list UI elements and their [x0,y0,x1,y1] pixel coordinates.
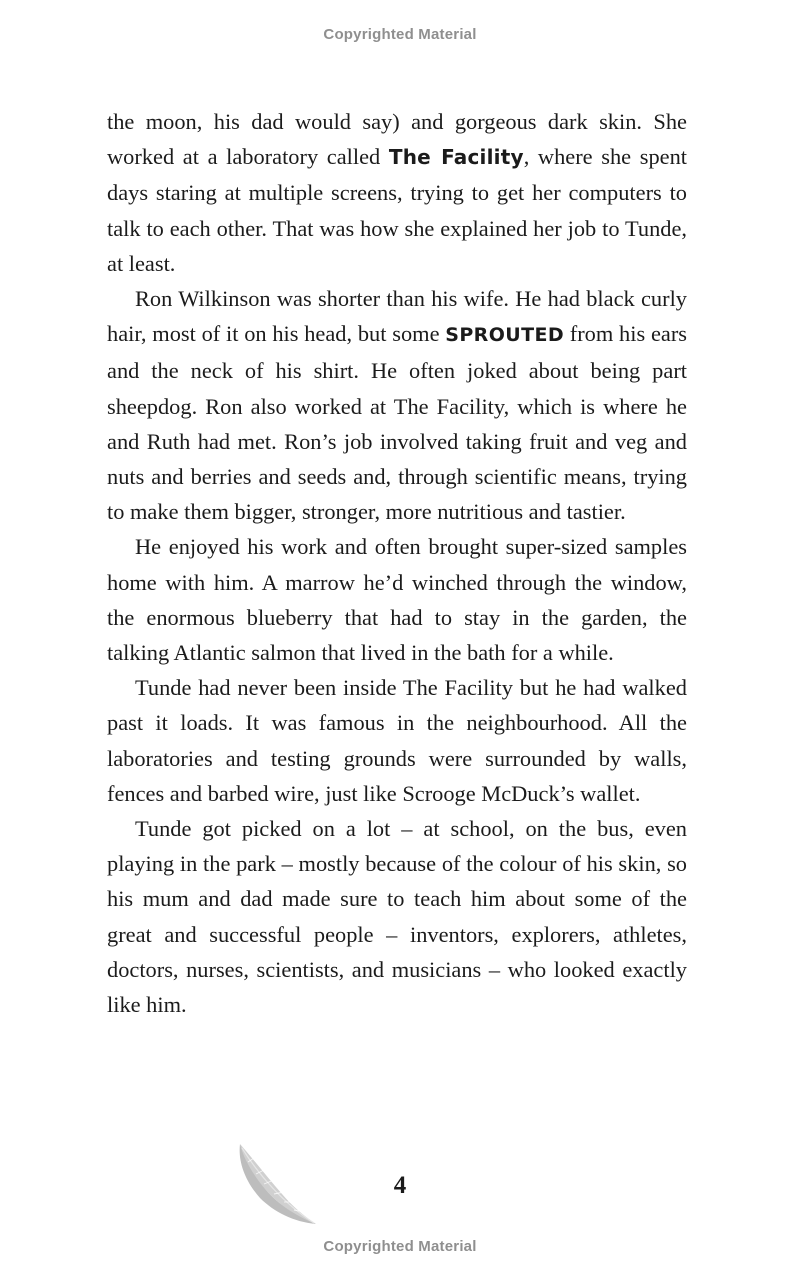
paragraph-1-text-a: the moon, his dad would say) and gorgeous dark skin. She worked at a laboratory called [107,109,687,170]
paragraph-1 [107,104,687,281]
page-body-text [107,104,687,1022]
styled-word-the-facility: The Facility [388,145,524,170]
paragraph-2-text-a: Ron Wilkinson was shorter than his wife. He had black curly hair, most of it on his head, but some [107,286,687,347]
copyright-watermark-top: Copyrighted Material [323,26,477,43]
page-number: 4 [393,1172,407,1199]
copyright-watermark-bottom: Copyrighted Material [323,1238,477,1255]
paragraph-4: Tunde had never been inside The Facility but he had walked past it loads. It was famous in the neighbourhood. All the laboratories and testing grounds were surrounded by walls, fences and barbed wire, just like Scrooge McDuck’s wallet. [107,675,687,806]
paragraph-5: Tunde got picked on a lot – at school, on the bus, even playing in the park – mostly because of the colour of his skin, so his mum and dad made sure to teach him about some of the great and successful people – inventors, explorers, athletes, doctors, nurses, scientists, and musicians – who looked exactly like him. [107,816,687,1018]
paragraph-1-text-b: , where she spent days staring at multiple screens, trying to get her computers to talk to each other. That was how she explained her job to Tunde, at least. [107,144,687,276]
paragraph-2 [107,281,687,529]
paragraph-3: He enjoyed his work and often brought super-sized samples home with him. A marrow he’d winched through the window, the enormous blueberry that had to stay in the garden, the talking Atlantic salmon that lived in the bath for a while. [107,534,687,666]
paragraph-2-text-b: from his ears and the neck of his shirt. He often joked about being part sheepdog. Ron also worked at The Facility, which is where he and Ruth had met. Ron’s job involved taking fruit and veg and nuts and berries and seeds and, through scientific means, trying to make them bigger, stronger, more nutritious and tastier. [107,321,687,525]
styled-word-sprouted: SPROUTED [445,324,564,347]
